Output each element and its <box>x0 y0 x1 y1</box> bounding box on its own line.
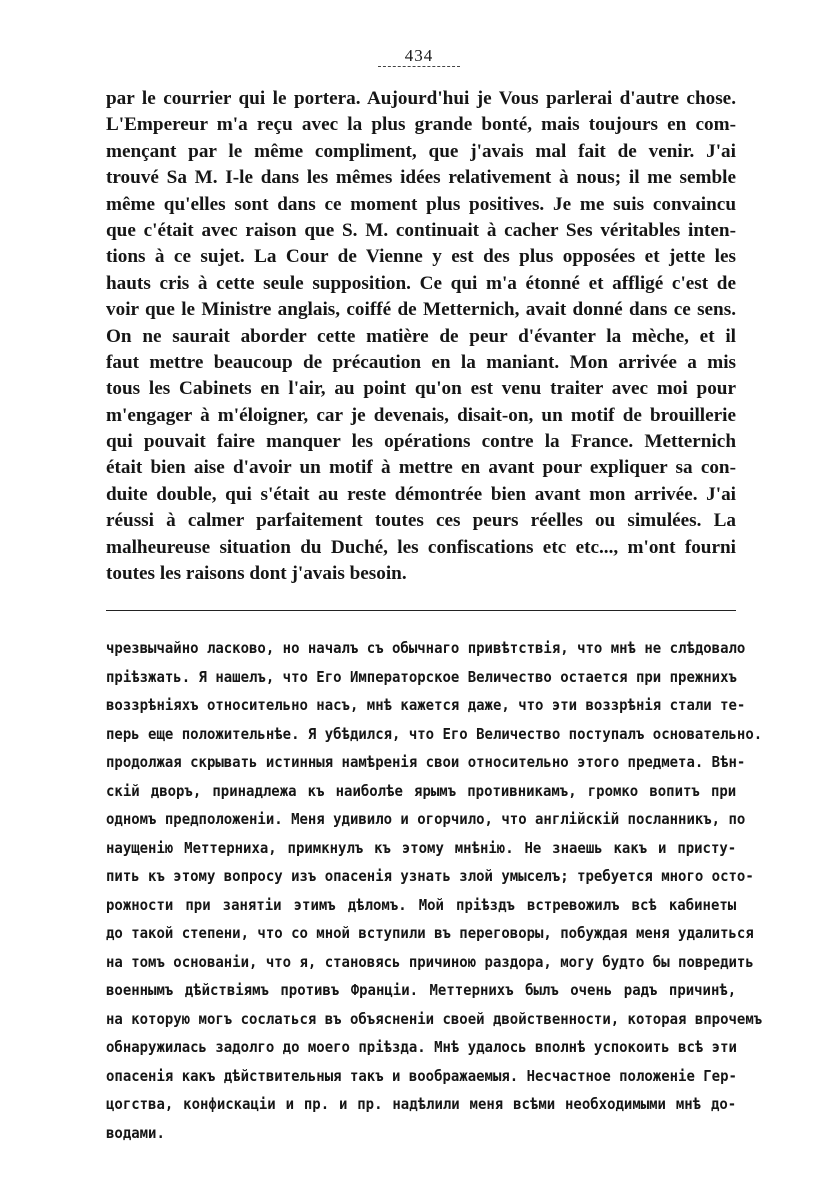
text-line: военнымъ дѣйствіямъ противъ Франціи. Меттернихъ былъ очень радъ причинѣ, <box>106 981 737 999</box>
text-line: On ne saurait aborder cette matière de peur d'évanter la mèche, et il <box>106 325 736 347</box>
text-line: m'engager à m'éloigner, car je devenais, disait-on, un motif de brouillerie <box>106 404 736 426</box>
text-line: trouvé Sa M. I-le dans les mêmes idées relativement à nous; il me semble <box>106 167 736 189</box>
text-line: на томъ основаніи, что я, становясь причиною раздора, могу будто бы повредить <box>106 952 754 971</box>
text-line: toutes les raisons dont j'avais besoin. <box>106 563 407 585</box>
text-line: до такой степени, что со мной вступили въ переговоры, побуждая меня удалиться <box>106 924 754 942</box>
text-line: рожности при занятіи этимъ дѣломъ. Мой пріѣздъ встревожилъ всѣ кабинеты <box>106 895 737 914</box>
text-line: tous les Cabinets en l'air, au point qu'on est venu traiter avec moi pour <box>106 378 736 400</box>
text-line: même qu'elles sont dans ce moment plus positives. Je me suis convaincu <box>106 193 736 215</box>
text-line: цогства, конфискаціи и пр. и пр. надѣлили меня всѣми необходимыми мнѣ до- <box>106 1095 737 1113</box>
text-line: qui pouvait faire manquer les opérations contre la France. Metternich <box>106 431 736 453</box>
text-line: обнаружилась задолго до моего пріѣзда. Мнѣ удалось вполнѣ успокоить всѣ эти <box>106 1038 737 1056</box>
page-number-rule <box>378 66 460 67</box>
text-line: mençant par le même compliment, que j'avais mal fait de venir. J'ai <box>106 140 736 162</box>
text-line: faut mettre beaucoup de précaution en la maniant. Mon arrivée a mis <box>106 351 736 373</box>
text-line: скій дворъ, принадлежа къ наиболѣе ярымъ противникамъ, громко вопитъ при <box>106 781 737 800</box>
text-line: hauts cris à cette seule supposition. Ce qui m'a étonné et affligé c'est de <box>106 272 736 294</box>
text-line: продолжая скрывать истинныя намѣренія свои относительно этого предмета. Вѣн- <box>106 753 746 771</box>
text-line: réussi à calmer parfaitement toutes ces peurs réelles ou simulées. La <box>106 510 736 532</box>
text-line: на которую могъ сослаться въ объясненіи своей двойственности, которая впрочемъ <box>106 1009 763 1028</box>
text-line: duite double, qui s'était au reste démontrée bien avant mon arrivée. J'ai <box>106 483 736 505</box>
text-line: était bien aise d'avoir un motif à mettre en avant pour expliquer sa con- <box>106 457 736 479</box>
french-paragraph <box>106 86 736 587</box>
text-line: наущенію Меттерниха, примкнулъ къ этому мнѣнію. Не знаешь какъ и присту- <box>106 838 737 857</box>
text-line: перь еще положительнѣе. Я убѣдился, что Его Величество поступалъ основательно. <box>106 724 763 743</box>
text-line: водами. <box>106 1123 165 1142</box>
text-line: одномъ предположеніи. Меня удивило и огорчило, что англійскій посланникъ, по <box>106 810 746 828</box>
text-line: malheureuse situation du Duché, les confiscations etc etc..., m'ont fourni <box>106 536 736 558</box>
text-line: чрезвычайно ласково, но началъ съ обычнаго привѣтствія, что мнѣ не слѣдовало <box>106 639 746 657</box>
page-number: 434 <box>404 46 434 65</box>
text-line: par le courrier qui le portera. Aujourd'hui je Vous parlerai d'autre chose. <box>106 88 736 109</box>
text-line: tions à ce sujet. La Cour de Vienne y est des plus opposées et jette les <box>106 246 736 268</box>
text-line: пить къ этому вопросу изъ опасенія узнать злой умыселъ; требуется много осто- <box>106 867 754 885</box>
russian-translation <box>106 634 763 1147</box>
text-line: L'Empereur m'a reçu avec la plus grande bonté, mais toujours en com- <box>106 114 736 136</box>
text-line: воззрѣніяхъ относительно насъ, мнѣ кажется даже, что эти воззрѣнія стали те- <box>106 696 746 714</box>
text-line: voir que le Ministre anglais, coiffé de Metternich, avait donné dans ce sens. <box>106 299 736 321</box>
text-line: que c'était avec raison que S. M. continuait à cacher Ses véritables inten- <box>106 219 736 241</box>
text-line: пріѣзжать. Я нашелъ, что Его Императорское Величество остается при прежнихъ <box>106 667 737 686</box>
text-line: опасенія какъ дѣйствительныя такъ и воображаемыя. Несчастное положеніе Гер- <box>106 1066 737 1085</box>
footnote-divider <box>106 610 736 611</box>
